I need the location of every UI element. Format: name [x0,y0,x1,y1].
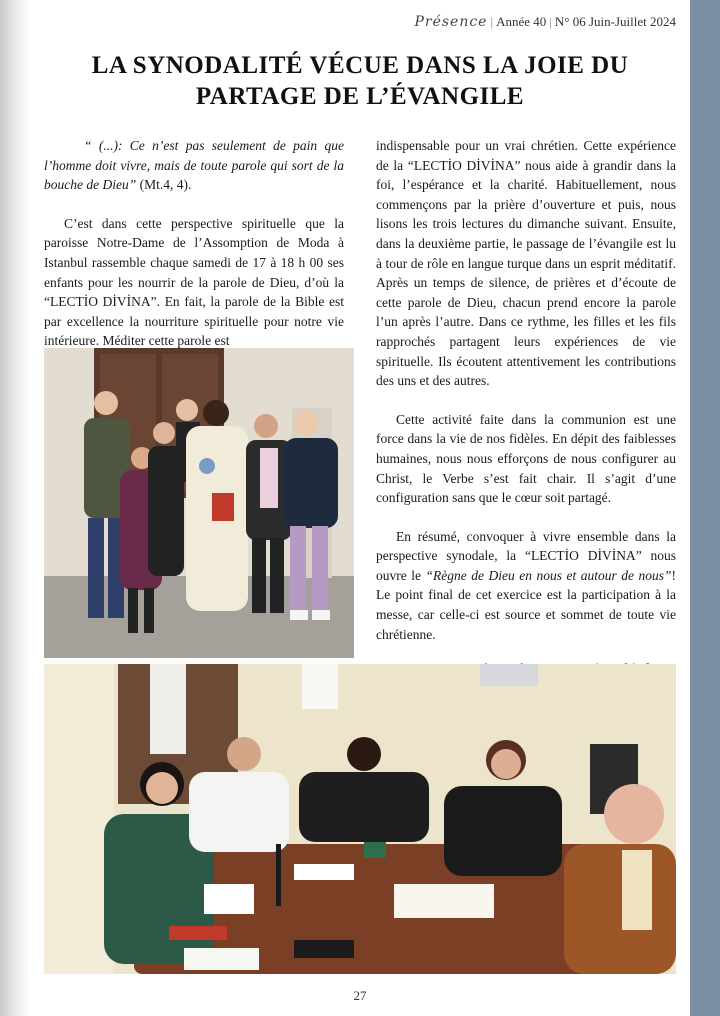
group-photo [44,348,354,658]
header-issue: N° 06 Juin-Juillet 2024 [554,14,676,29]
group-photo-illustration [44,348,354,658]
page-gutter-shadow [0,0,30,1016]
quote-text: “ (...): Ce n’est pas seulement de pain que l’homme doit vivre, mais de toute parole qui sort de la bouche de Dieu” [44,138,344,193]
page-number: 27 [353,988,367,1003]
right-paragraph-1: indispensable pour un vrai chrétien. Cette expérience de la “LECTİO DİVİNA” nous aide à grandir dans la foi, l’espérance et la charité. Habituellement, nous commençons par la prière d’ouverture et puis, nous lisons les trois lectures du dimanche suivant. Ensuite, dans la deuxième partie, le passage de l’évangile est lu à tour de rôle en langue turque dans un esprit méditatif. Après un temps de silence, de prières et d’écoute de cette parole de Dieu, chacun prend encore la parole l’un après l’autre. Dans ce rythme, les filles et les fils rapprochés partagent leurs expériences de vie spirituelle. Ils écoutent attentivement les contributions des uns et des autres. [376,138,676,389]
running-header: Présence | Année 40 | N° 06 Juin-Juillet 2024 [414,14,676,30]
right-column [376,136,676,698]
opening-quote [44,136,344,195]
table-meeting-photo [44,664,676,974]
table-photo-illustration [44,664,676,974]
left-paragraph: C’est dans cette perspective spirituelle que la paroisse Notre-Dame de l’Assomption de Moda à Istanbul rassemble chaque samedi de 17 à 18 h 00 ses enfants pour les nourrir de la parole de Dieu, d’où la “LECTİO DİVİNA”. En fait, la parole de la Bible est par excellence la nourriture spirituelle pour notre vie intérieure. Méditer cette parole est [44,215,344,349]
reign-quote: “Règne de Dieu en nous et autour de nous” [425,567,672,583]
magazine-name: Présence [414,14,488,30]
red-book [212,493,234,521]
side-color-bar [690,0,720,1016]
header-year: Année 40 [496,14,547,29]
right-paragraph-3: En résumé, convoquer à vivre ensemble dans la perspective synodale, la “LECTİO DİVİNA” nous ouvre le “Règne de Dieu en nous et autour de nous”! Le point final de cet exercice est la participation à la messe, car celle-ci est source et sommet de toute vie chrétienne. [376,528,677,642]
right-paragraph-2: Cette activité faite dans la communion est une force dans la vie de nos fidèles. En dépit des faiblesses humaines, nous nous efforçons de nous configurer au Christ, le Verbe s’est fait chair. Il s’agit d’une configuration sans que le cœur soit partagé. [376,411,676,506]
article-title: LA SYNODALITÉ VÉCUE DANS LA JOIE DU PARTAGE DE L’ÉVANGILE [91,52,629,110]
quote-reference: (Mt.4, 4). [136,177,192,193]
left-column [44,136,344,370]
